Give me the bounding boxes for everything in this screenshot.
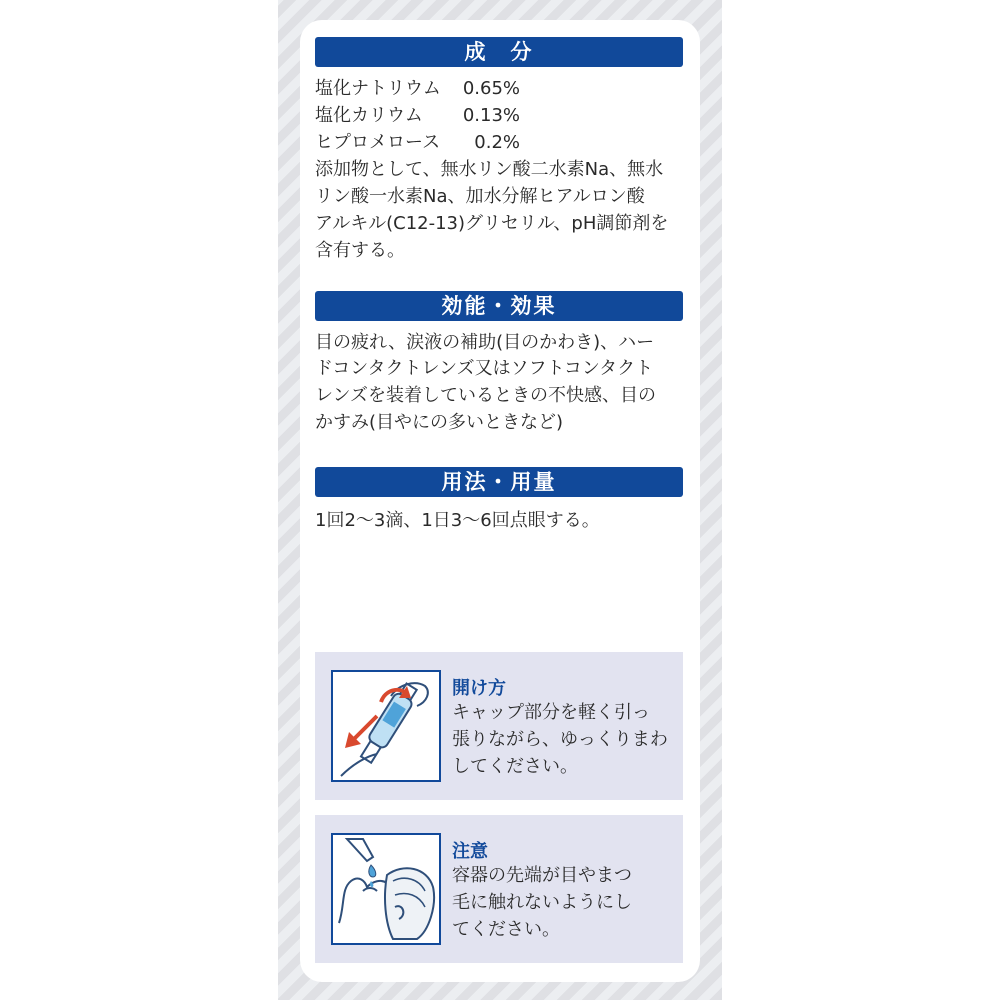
additives-text: 含有する。 bbox=[315, 240, 405, 261]
caution-text: 毛に触れないようにし bbox=[452, 892, 632, 913]
additives-text: アルキル(C12-13)グリセリル、pH調節剤を bbox=[315, 213, 669, 234]
opening-panel bbox=[315, 652, 683, 800]
effects-header: 効能・効果 bbox=[315, 291, 683, 321]
additives-text: 添加物として、無水リン酸二水素Na、無水 bbox=[315, 159, 664, 180]
caution-panel bbox=[315, 815, 683, 963]
usage-text: 1回2～3滴、1日3～6回点眼する。 bbox=[315, 510, 600, 531]
ingredient-value: 0.2% bbox=[474, 132, 520, 153]
effects-text: 目の疲れ、涙液の補助(目のかわき)、ハー bbox=[315, 332, 655, 353]
effects-text: かすみ(目やにの多いときなど) bbox=[315, 412, 564, 433]
opening-text: 張りながら、ゆっくりまわ bbox=[452, 729, 668, 750]
caution-text: 容器の先端が目やまつ bbox=[452, 865, 632, 886]
opening-text: してください。 bbox=[452, 756, 578, 777]
effects-text: レンズを装着しているときの不快感、目の bbox=[315, 385, 657, 406]
opening-title: 開け方 bbox=[452, 678, 506, 699]
caution-text: てください。 bbox=[452, 919, 560, 940]
opening-text: キャップ部分を軽く引っ bbox=[452, 702, 650, 723]
ingredient-name: 塩化ナトリウム bbox=[315, 78, 441, 99]
caution-title: 注意 bbox=[452, 841, 488, 862]
ingredients-header: 成 分 bbox=[315, 37, 683, 67]
ingredient-value: 0.65% bbox=[462, 78, 520, 99]
ingredient-value: 0.13% bbox=[462, 105, 520, 126]
ingredient-name: ヒプロメロース bbox=[315, 132, 441, 153]
effects-text: ドコンタクトレンズ又はソフトコンタクト bbox=[315, 358, 654, 379]
bottle-twist-icon bbox=[331, 670, 441, 782]
ingredient-name: 塩化カリウム bbox=[315, 105, 423, 126]
usage-header: 用法・用量 bbox=[315, 467, 683, 497]
eye-drop-face-icon bbox=[331, 833, 441, 945]
additives-text: リン酸一水素Na、加水分解ヒアルロン酸 bbox=[315, 186, 645, 207]
